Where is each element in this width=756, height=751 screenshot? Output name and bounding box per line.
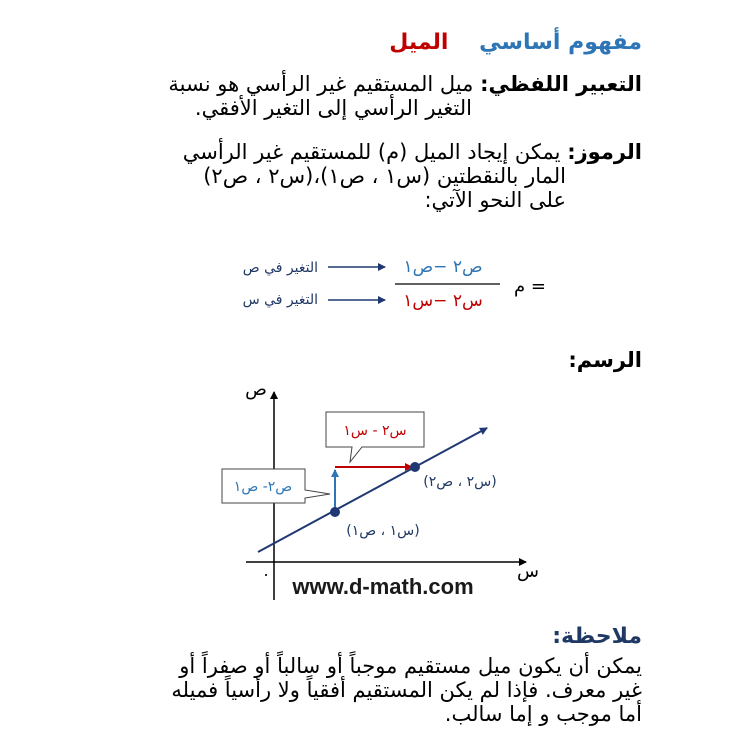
symbols-line-3: على النحو الآتي: [424,188,566,212]
point-1 [330,507,340,517]
point-1-label: (س١ ، ص١) [346,523,420,539]
definition-label: التعبير اللفظي: [480,72,642,96]
definition-line-2: التغير الرأسي إلى التغير الأفقي. [194,96,472,120]
run-callout [326,412,424,462]
point-2 [410,462,420,472]
note-line-3: أما موجب و إما سالب. [444,702,642,726]
concept-title: مفهوم أساسي [479,30,642,55]
point-2-label: (س٢ ، ص٢) [423,474,497,490]
origin-mark: . [263,561,269,580]
y-axis-label: ص [245,379,267,400]
drawing-label: الرسم: [568,348,642,372]
watermark: www.d-math.com [292,574,474,599]
change-in-y-label: التغير في ص [242,260,318,276]
topic-title: الميل [389,30,449,55]
rise-callout [222,469,330,503]
x-axis-label: س [517,561,539,582]
formula-denominator: س٢ −س١ [403,291,483,311]
symbols-label: الرموز: [567,140,642,164]
symbols-line-2: المار بالنقطتين (س١ ، ص١)،(س٢ ، ص٢) [203,164,566,188]
note-line-1: يمكن أن يكون ميل مستقيم موجباً أو سالباً أو صفراً أو [179,654,642,678]
note-body [102,654,642,726]
note-heading: ملاحظة: [552,624,642,649]
symbols-line-1: يمكن إيجاد الميل (م) للمستقيم غير الرأسي [182,140,561,164]
change-in-x-label: التغير في س [242,292,318,308]
formula-numerator: ص٢ −ص١ [403,257,483,277]
note-line-2: غير معرف. فإذا لم يكن المستقيم أفقياً ولا رأسياً فميله [171,678,642,702]
run-callout-text: س٢ - س١ [343,423,407,439]
definition-line-1: ميل المستقيم غير الرأسي هو نسبة [168,72,474,96]
rise-callout-text: ص٢- ص١ [233,479,293,495]
slope-symbol: م = [514,276,546,297]
